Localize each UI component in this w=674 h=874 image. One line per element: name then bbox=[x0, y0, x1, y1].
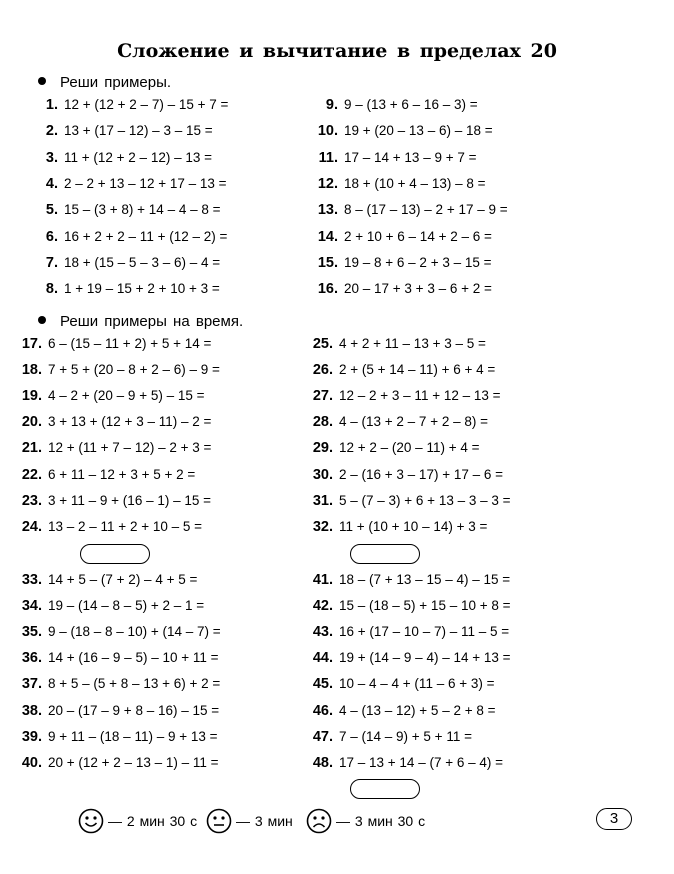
exercise-item bbox=[14, 440, 211, 456]
exercise-item bbox=[310, 229, 492, 245]
exercise-item bbox=[14, 676, 220, 692]
exercise-expression: 16 + 2 + 2 – 11 + (12 – 2) = bbox=[64, 228, 228, 244]
exercise-number: 46. bbox=[312, 702, 333, 719]
exercise-expression: 5 – (7 – 3) + 6 + 13 – 3 – 3 = bbox=[339, 492, 511, 508]
exercise-expression: 19 + (14 – 9 – 4) – 14 + 13 = bbox=[339, 650, 511, 666]
exercise-item bbox=[14, 467, 195, 483]
exercise-number: 31. bbox=[312, 492, 333, 509]
exercise-number: 5. bbox=[45, 202, 58, 219]
exercise-expression: 19 – (14 – 8 – 5) + 2 – 1 = bbox=[48, 598, 205, 614]
exercise-number: 41. bbox=[312, 572, 333, 588]
exercise-expression: 13 + (17 – 12) – 3 – 15 = bbox=[64, 123, 213, 139]
exercise-item bbox=[310, 123, 493, 139]
instruction-text: Реши примеры. bbox=[60, 74, 172, 91]
exercise-item bbox=[305, 598, 511, 614]
exercise-item bbox=[310, 150, 477, 166]
exercise-item bbox=[14, 493, 211, 509]
exercise-item bbox=[305, 414, 488, 430]
exercise-number: 28. bbox=[312, 414, 333, 431]
exercise-number: 20. bbox=[21, 414, 42, 431]
bullet-icon bbox=[38, 77, 46, 85]
exercise-number: 18. bbox=[21, 362, 42, 379]
exercise-expression: 2 + 10 + 6 – 14 + 2 – 6 = bbox=[344, 228, 492, 244]
exercise-expression: 19 + (20 – 13 – 6) – 18 = bbox=[344, 123, 493, 139]
exercise-item bbox=[310, 97, 478, 113]
exercise-expression: 14 + (16 – 9 – 5) – 10 + 11 = bbox=[48, 650, 219, 666]
legend-item bbox=[306, 807, 425, 835]
exercise-item bbox=[14, 572, 197, 588]
exercise-number: 26. bbox=[312, 362, 333, 379]
exercise-item bbox=[310, 202, 508, 218]
exercise-number: 12. bbox=[317, 175, 338, 192]
exercise-expression: 12 – 2 + 3 – 11 + 12 – 13 = bbox=[339, 388, 501, 404]
legend-item bbox=[78, 807, 197, 835]
exercise-item bbox=[14, 336, 211, 352]
exercise-expression: 20 – (17 – 9 + 8 – 16) – 15 = bbox=[48, 702, 220, 718]
exercise-expression: 10 – 4 – 4 + (11 – 6 + 3) = bbox=[339, 676, 495, 692]
exercise-item bbox=[305, 572, 510, 588]
exercise-number: 8. bbox=[45, 281, 58, 298]
legend-text: — 2 мин 30 с bbox=[108, 813, 198, 829]
exercise-number: 27. bbox=[312, 388, 333, 405]
exercise-item bbox=[30, 123, 213, 139]
exercise-number: 35. bbox=[21, 624, 42, 641]
exercise-number: 39. bbox=[21, 728, 42, 745]
exercise-expression: 4 – 2 + (20 – 9 + 5) – 15 = bbox=[48, 388, 205, 404]
exercise-expression: 19 – 8 + 6 – 2 + 3 – 15 = bbox=[344, 254, 492, 270]
exercise-expression: 6 + 11 – 12 + 3 + 5 + 2 = bbox=[48, 466, 196, 482]
exercise-expression: 12 + (11 + 7 – 12) – 2 + 3 = bbox=[48, 440, 212, 456]
exercise-number: 43. bbox=[312, 624, 333, 641]
legend-text: — 3 мин bbox=[236, 813, 293, 829]
exercise-number: 3. bbox=[45, 149, 58, 166]
exercise-number: 33. bbox=[21, 572, 42, 588]
exercise-number: 1. bbox=[45, 97, 58, 113]
exercise-item bbox=[14, 414, 211, 430]
exercise-expression: 6 – (15 – 11 + 2) + 5 + 14 = bbox=[48, 336, 212, 351]
exercise-item bbox=[305, 519, 487, 535]
legend-item bbox=[206, 807, 293, 835]
exercise-expression: 17 – 13 + 14 – (7 + 6 – 4) = bbox=[339, 754, 503, 770]
exercise-expression: 9 – (18 – 8 – 10) + (14 – 7) = bbox=[48, 624, 221, 640]
exercise-number: 47. bbox=[312, 728, 333, 745]
page-title: Сложение и вычитание в пределах 20 bbox=[117, 40, 557, 62]
exercise-expression: 8 – (17 – 13) – 2 + 17 – 9 = bbox=[344, 202, 508, 218]
exercise-number: 44. bbox=[312, 650, 333, 667]
exercise-expression: 12 + 2 – (20 – 11) + 4 = bbox=[339, 440, 480, 456]
exercise-item bbox=[305, 467, 503, 483]
exercise-expression: 9 + 11 – (18 – 11) – 9 + 13 = bbox=[48, 728, 218, 744]
exercise-expression: 20 + (12 + 2 – 13 – 1) – 11 = bbox=[48, 754, 219, 770]
exercise-number: 16. bbox=[317, 281, 338, 298]
exercise-number: 6. bbox=[45, 228, 58, 245]
exercise-number: 29. bbox=[312, 440, 333, 457]
timer-answer-box[interactable] bbox=[350, 779, 420, 799]
exercise-number: 38. bbox=[21, 702, 42, 719]
exercise-item bbox=[30, 281, 220, 297]
exercise-expression: 18 + (10 + 4 – 13) – 8 = bbox=[344, 175, 486, 191]
exercise-expression: 18 – (7 + 13 – 15 – 4) – 15 = bbox=[339, 572, 511, 587]
exercise-number: 40. bbox=[21, 754, 42, 771]
exercise-expression: 16 + (17 – 10 – 7) – 11 – 5 = bbox=[339, 624, 510, 640]
exercise-item bbox=[14, 755, 219, 771]
exercise-number: 34. bbox=[21, 598, 42, 615]
exercise-number: 36. bbox=[21, 650, 42, 667]
exercise-item bbox=[14, 650, 219, 666]
exercise-item bbox=[14, 703, 219, 719]
exercise-item bbox=[305, 755, 503, 771]
exercise-item bbox=[310, 255, 492, 271]
exercise-item bbox=[305, 440, 479, 456]
exercise-expression: 1 + 19 – 15 + 2 + 10 + 3 = bbox=[64, 281, 220, 297]
instruction-1 bbox=[38, 74, 171, 91]
exercise-number: 15. bbox=[317, 254, 338, 271]
exercise-expression: 9 – (13 + 6 – 16 – 3) = bbox=[344, 97, 478, 112]
exercise-number: 13. bbox=[317, 202, 338, 219]
exercise-item bbox=[30, 202, 221, 218]
exercise-expression: 11 + (12 + 2 – 12) – 13 = bbox=[64, 149, 212, 165]
neutral-face-icon bbox=[206, 808, 232, 834]
exercise-number: 17. bbox=[21, 336, 42, 352]
exercise-number: 4. bbox=[45, 175, 58, 192]
exercise-number: 37. bbox=[21, 676, 42, 693]
exercise-item bbox=[14, 362, 220, 378]
exercise-item bbox=[30, 176, 227, 192]
exercise-item bbox=[310, 176, 485, 192]
sad-face-icon bbox=[306, 808, 332, 834]
smile-face-icon bbox=[78, 808, 104, 834]
page-number: 3 bbox=[596, 808, 632, 830]
exercise-expression: 13 – 2 – 11 + 2 + 10 – 5 = bbox=[48, 518, 203, 534]
exercise-expression: 2 – 2 + 13 – 12 + 17 – 13 = bbox=[64, 175, 227, 191]
exercise-item bbox=[14, 624, 221, 640]
exercise-item bbox=[305, 650, 511, 666]
exercise-expression: 7 + 5 + (20 – 8 + 2 – 6) – 9 = bbox=[48, 362, 220, 378]
exercise-expression: 11 + (10 + 10 – 14) + 3 = bbox=[339, 518, 488, 534]
exercise-item bbox=[14, 598, 204, 614]
timer-answer-box[interactable] bbox=[80, 544, 150, 564]
exercise-expression: 3 + 11 – 9 + (16 – 1) – 15 = bbox=[48, 492, 211, 508]
exercise-item bbox=[14, 388, 205, 404]
exercise-expression: 20 – 17 + 3 + 3 – 6 + 2 = bbox=[344, 281, 492, 297]
exercise-number: 32. bbox=[312, 518, 333, 535]
exercise-item bbox=[30, 97, 228, 113]
exercise-expression: 4 + 2 + 11 – 13 + 3 – 5 = bbox=[339, 336, 486, 351]
exercise-item bbox=[305, 676, 495, 692]
exercise-item bbox=[305, 336, 486, 352]
exercise-expression: 2 – (16 + 3 – 17) + 17 – 6 = bbox=[339, 466, 503, 482]
exercise-number: 7. bbox=[45, 254, 58, 271]
exercise-item bbox=[310, 281, 492, 297]
instruction-text: Реши примеры на время. bbox=[60, 313, 244, 330]
exercise-number: 48. bbox=[312, 754, 333, 771]
exercise-number: 30. bbox=[312, 466, 333, 483]
exercise-item bbox=[305, 624, 509, 640]
exercise-number: 25. bbox=[312, 336, 333, 352]
exercise-number: 45. bbox=[312, 676, 333, 693]
exercise-number: 42. bbox=[312, 598, 333, 615]
exercise-number: 10. bbox=[317, 123, 338, 140]
exercise-number: 22. bbox=[21, 466, 42, 483]
exercise-expression: 4 – (13 – 12) + 5 – 2 + 8 = bbox=[339, 702, 496, 718]
exercise-number: 14. bbox=[317, 228, 338, 245]
exercise-expression: 14 + 5 – (7 + 2) – 4 + 5 = bbox=[48, 572, 198, 587]
exercise-item bbox=[30, 229, 227, 245]
exercise-item bbox=[30, 150, 212, 166]
exercise-expression: 7 – (14 – 9) + 5 + 11 = bbox=[339, 728, 472, 744]
legend-text: — 3 мин 30 с bbox=[336, 813, 426, 829]
instruction-2 bbox=[38, 313, 243, 330]
exercise-number: 21. bbox=[21, 440, 42, 457]
exercise-item bbox=[14, 519, 202, 535]
exercise-expression: 18 + (15 – 5 – 3 – 6) – 4 = bbox=[64, 254, 221, 270]
exercise-expression: 12 + (12 + 2 – 7) – 15 + 7 = bbox=[64, 97, 229, 112]
exercise-item bbox=[305, 362, 495, 378]
exercise-item bbox=[305, 729, 472, 745]
exercise-expression: 17 – 14 + 13 – 9 + 7 = bbox=[344, 149, 477, 165]
exercise-expression: 2 + (5 + 14 – 11) + 6 + 4 = bbox=[339, 362, 496, 378]
exercise-number: 19. bbox=[21, 388, 42, 405]
exercise-number: 24. bbox=[21, 518, 42, 535]
exercise-number: 2. bbox=[45, 123, 58, 140]
exercise-expression: 4 – (13 + 2 – 7 + 2 – 8) = bbox=[339, 414, 488, 430]
exercise-item bbox=[30, 255, 220, 271]
timer-answer-box[interactable] bbox=[350, 544, 420, 564]
bullet-icon bbox=[38, 316, 46, 324]
exercise-item bbox=[305, 493, 511, 509]
exercise-item bbox=[305, 703, 496, 719]
exercise-expression: 15 – (18 – 5) + 15 – 10 + 8 = bbox=[339, 598, 511, 614]
exercise-number: 9. bbox=[325, 97, 338, 113]
exercise-expression: 3 + 13 + (12 + 3 – 11) – 2 = bbox=[48, 414, 212, 430]
exercise-expression: 15 – (3 + 8) + 14 – 4 – 8 = bbox=[64, 202, 221, 218]
exercise-item bbox=[305, 388, 501, 404]
exercise-number: 23. bbox=[21, 492, 42, 509]
exercise-item bbox=[14, 729, 218, 745]
exercise-number: 11. bbox=[318, 149, 338, 166]
exercise-expression: 8 + 5 – (5 + 8 – 13 + 6) + 2 = bbox=[48, 676, 221, 692]
